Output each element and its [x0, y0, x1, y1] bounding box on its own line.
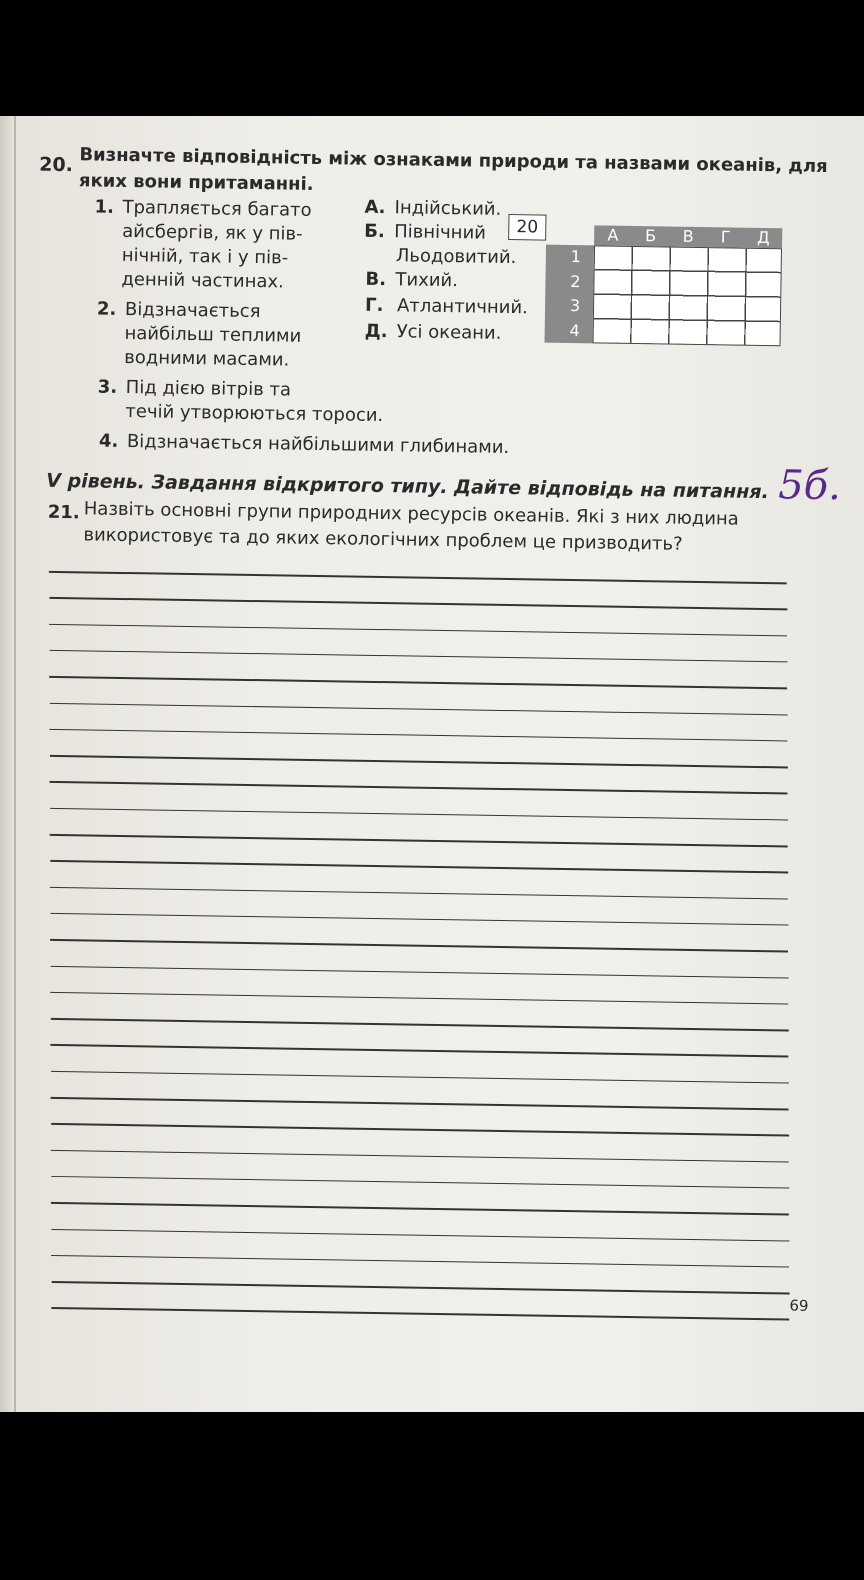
answer-line[interactable]: [50, 860, 788, 873]
answer-line[interactable]: [49, 597, 787, 610]
q20-item-1-line: денній частинах.: [121, 268, 284, 293]
answer-line[interactable]: [49, 650, 787, 663]
level-5-heading: V рівень. Завдання відкритого типу. Дайте відповідь на питання.: [46, 469, 769, 504]
answer-line[interactable]: [51, 1307, 789, 1320]
q20-option-letter: Д.: [364, 320, 388, 343]
answer-grid-column: Г: [720, 227, 731, 247]
answer-line[interactable]: [50, 992, 788, 1005]
q20-option-text: Тихий.: [395, 269, 459, 292]
answer-line[interactable]: [50, 808, 788, 821]
answer-grid-row: 3: [569, 295, 581, 316]
answer-line[interactable]: [51, 1202, 789, 1215]
q20-prompt-line1: Визначте відповідність між ознаками природи та назвами океанів, для: [79, 144, 828, 178]
answer-line[interactable]: [51, 1255, 789, 1268]
answer-grid-column: А: [607, 225, 619, 245]
q20-item-4-line: Відзначається найбільшими глибинами.: [126, 431, 510, 459]
answer-line[interactable]: [50, 1071, 788, 1084]
q20-item-2-line: Відзначається: [124, 298, 261, 323]
q20-item-3-line: течій утворюються тороси.: [125, 401, 384, 427]
answer-line[interactable]: [49, 729, 787, 742]
answer-line[interactable]: [51, 1150, 789, 1163]
answer-grid-row: 2: [570, 271, 581, 291]
q20-item-2-line: найбільш теплими: [124, 322, 302, 347]
q20-option-letter: В.: [365, 268, 387, 291]
q21-number: 21.: [47, 501, 80, 524]
q20-option-text: Північний: [394, 221, 487, 244]
q20-item-3-line: Під дією вітрів та: [125, 377, 292, 401]
q20-option-text: Льодовитий.: [395, 245, 517, 269]
answer-grid-cells[interactable]: [593, 245, 783, 346]
answer-grid-column: Д: [756, 227, 770, 248]
q20-number: 20.: [39, 153, 74, 177]
answer-line[interactable]: [51, 1097, 789, 1110]
answer-line[interactable]: [50, 913, 788, 926]
q20-option-text: Індійський.: [394, 197, 502, 220]
answer-line[interactable]: [49, 755, 787, 768]
answer-line[interactable]: [49, 623, 787, 636]
answer-line[interactable]: [50, 939, 788, 952]
answer-grid-row: 4: [569, 320, 580, 340]
answer-line[interactable]: [49, 571, 787, 584]
answer-line[interactable]: [49, 702, 787, 715]
answer-grid-row: 1: [570, 246, 582, 267]
q20-option-text: Усі океани.: [396, 321, 502, 344]
workbook-page: [0, 116, 864, 1412]
answer-line[interactable]: [50, 965, 788, 978]
answer-line[interactable]: [50, 1018, 788, 1031]
q20-item-2-num: 2.: [96, 298, 117, 320]
answer-line[interactable]: [49, 676, 787, 689]
q20-option-letter: Г.: [364, 294, 384, 317]
q21-line1: Назвіть основні групи природних ресурсів океанів. Які з них людина: [83, 498, 739, 530]
answer-grid-column: Б: [644, 226, 657, 246]
answer-lines[interactable]: [0, 116, 864, 130]
q20-item-3-num: 3.: [97, 376, 118, 398]
q20-item-1-line: айсбергів, як у пів-: [122, 220, 303, 245]
q21-line2: використовує та до яких екологічних проблем це призводить?: [83, 524, 683, 555]
page-number: 69: [789, 1296, 809, 1315]
q20-item-4-num: 4.: [98, 430, 119, 452]
answer-line[interactable]: [50, 886, 788, 899]
answer-grid-column: В: [682, 226, 694, 246]
answer-line[interactable]: [51, 1228, 789, 1241]
q20-option-letter: А.: [364, 196, 386, 219]
answer-line[interactable]: [50, 834, 788, 847]
q20-option-letter: Б.: [364, 220, 385, 243]
q20-item-1-line: Трапляється багато: [122, 196, 312, 221]
answer-line[interactable]: [50, 1044, 788, 1057]
q20-item-1-line: нічній, так і у пів-: [121, 244, 289, 269]
q20-item-1-num: 1.: [94, 196, 115, 218]
answer-line[interactable]: [50, 781, 788, 794]
answer-line[interactable]: [51, 1176, 789, 1189]
page-content: [0, 116, 864, 1412]
q20-answer-grid: [544, 225, 782, 349]
answer-grid-rows: [545, 245, 595, 344]
q20-prompt-line2: яких вони притаманні.: [78, 170, 314, 195]
handwritten-score: 5б.: [777, 462, 842, 510]
q20-option-text: Атлантичний.: [396, 295, 529, 319]
answer-line[interactable]: [51, 1281, 789, 1294]
answer-line[interactable]: [51, 1123, 789, 1136]
q20-item-2-line: водними масами.: [124, 346, 290, 371]
q20-answer-label: 20: [508, 214, 546, 241]
